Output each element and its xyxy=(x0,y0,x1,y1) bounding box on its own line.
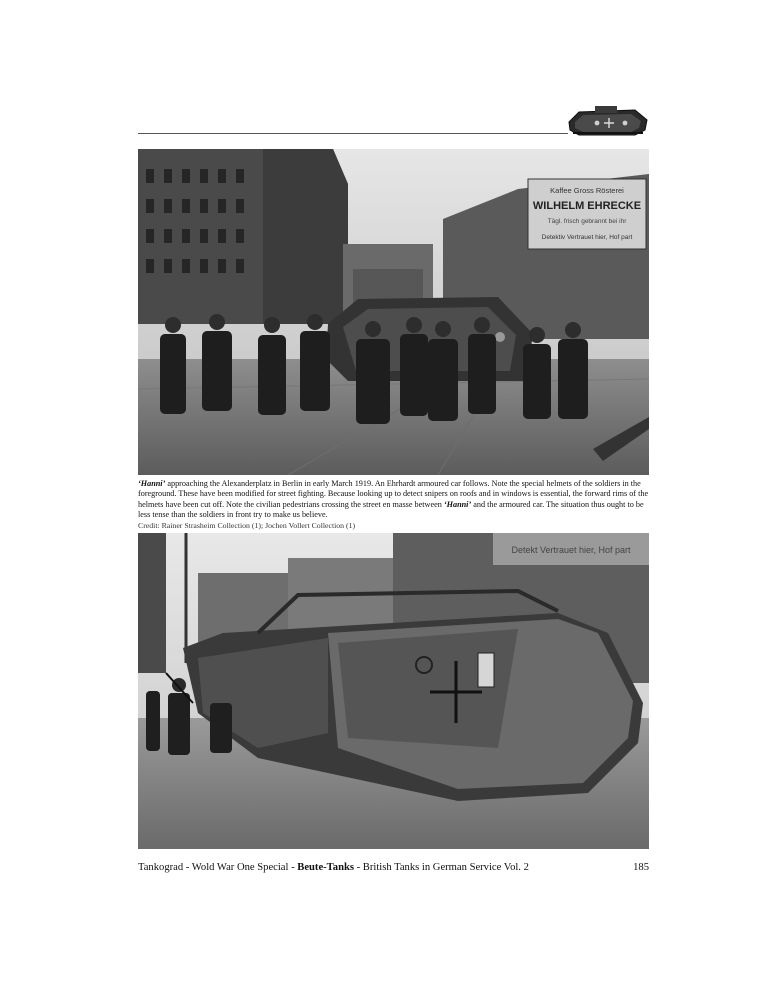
street-scene-photo xyxy=(138,149,649,475)
header-rule xyxy=(138,133,568,134)
footer-series-suffix: - British Tanks in German Service Vol. 2 xyxy=(353,862,529,873)
billboard-line-3: Tägl. frisch gebrannt bei ihr xyxy=(547,218,627,225)
tank-logo-icon xyxy=(565,104,651,138)
caption-text-1: approaching the Alexanderplatz in Berlin in early March 1919. An Ehrhardt armoured car follows. Note the special helmets of the soldiers in the foreground. These have been modified for street fighting. Because looking up to detect snipers on roofs and in windows is essential, the forward rims of the helmets have been cut off. Note the civilian pedestrians crossing the street en masse between xyxy=(138,479,649,509)
page-number: 185 xyxy=(633,862,649,873)
caption-tank-name-2: ‘Hanni’ xyxy=(443,499,472,509)
billboard-line-4: Detektiv Vertrauet hier, Hof part xyxy=(541,234,633,241)
wall-sign-text: Detekt Vertrauet hier, Hof part xyxy=(511,545,631,555)
footer-series-prefix: Tankograd - Wold War One Special - xyxy=(138,862,298,873)
caption-text-2: and the armoured car. The situation thus ought to be less tense than the soldiers in front try to make us believe. xyxy=(138,499,644,520)
footer-title-bold: Beute-Tanks xyxy=(297,862,354,873)
tank-closeup-photo xyxy=(138,533,649,849)
billboard-line-2: WILHELM EHRECKE xyxy=(532,200,642,212)
billboard-line-1: Kaffee Gross Rösterei xyxy=(550,186,624,195)
caption-tank-name-1: ‘Hanni’ xyxy=(138,479,166,488)
page-footer xyxy=(138,862,649,873)
photo-caption xyxy=(138,479,651,531)
photo-credit: Credit: Rainer Strasheim Collection (1); Jochen Vollert Collection (1) xyxy=(138,520,356,530)
